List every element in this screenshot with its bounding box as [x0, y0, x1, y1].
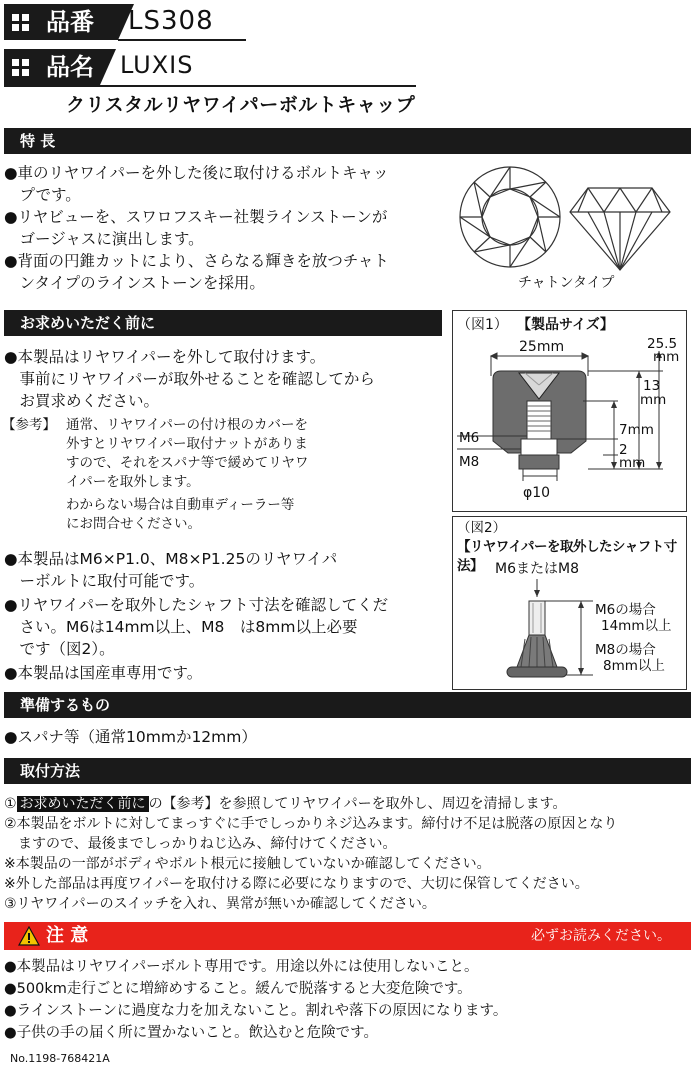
step-1-number: ①	[4, 796, 17, 812]
caution-line: ●子供の手の届く所に置かないこと。飲込むと危険です。	[4, 1025, 378, 1041]
warning-icon	[18, 926, 40, 946]
grid-icon	[12, 59, 30, 77]
fig2-label: （図2）	[457, 520, 507, 536]
hinmei-label: 品名	[46, 53, 94, 81]
install-title: 取付方法	[4, 758, 691, 784]
before-title: お求めいただく前に	[4, 310, 442, 336]
reference-line: 外すとリヤワイパー取付ナットがありま	[66, 436, 308, 452]
prepare-line: ●スパナ等（通常10mmか12mm）	[4, 728, 257, 746]
before-line: ●本製品は国産車専用です。	[4, 664, 203, 682]
fig2-top-label: M6またはM8	[495, 561, 579, 577]
must-read-label: 必ずお読みください。	[531, 928, 671, 944]
feature-line: ンタイプのラインストーンを採用。	[4, 274, 265, 292]
reference-label: 【参考】	[2, 417, 56, 433]
feature-line: ゴージャスに演出します。	[4, 230, 204, 248]
m6-case-value: 14mm以上	[601, 618, 672, 634]
dim-13: 13	[643, 378, 661, 394]
phi-label: φ10	[523, 485, 551, 501]
before-line: ●本製品はリヤワイパーを外して取付けます。	[4, 348, 326, 366]
caution-title: 注 意	[46, 925, 89, 946]
m8-label: M8	[459, 454, 480, 470]
fig1-title: 【製品サイズ】	[517, 317, 614, 333]
feature-line: ●リヤビューを、スワロフスキー社製ラインストーンが	[4, 208, 388, 226]
install-line: ますので、最後までしっかりねじ込み、締付けてください。	[4, 836, 397, 852]
step-1-reference-tag: お求めいただく前に	[17, 796, 149, 812]
install-line: ②本製品をボルトに対してまっすぐに手でしっかりネジ込みます。締付け不足は脱落の原因となり	[4, 816, 618, 832]
reference-line: にお問合せください。	[66, 516, 201, 532]
dim-13-unit: mm	[640, 392, 667, 408]
hinban-value: LS308	[128, 6, 214, 36]
m6-label: M6	[459, 430, 480, 446]
feature-line: ●車のリヤワイパーを外した後に取付けるボルトキャッ	[4, 164, 389, 182]
before-line: 事前にリヤワイパーが取外せることを確認してから	[4, 370, 375, 388]
dim-2: 2	[619, 442, 628, 458]
figure-1-product-size	[452, 310, 687, 512]
chaton-stone-illustration	[456, 160, 686, 278]
fig1-label: （図1）	[457, 317, 508, 333]
before-line: ーボルトに取付可能です。	[4, 572, 205, 590]
hinban-label-block	[4, 4, 118, 40]
install-line: ③リヤワイパーのスイッチを入れ、異常が無いか確認してください。	[4, 896, 436, 912]
install-line: ※外した部品は再度ワイパーを取付ける際に必要になりますので、大切に保管してください。	[4, 876, 589, 892]
dim-total-height: 25.5	[647, 336, 678, 352]
caution-line: ●500km走行ごとに増締めすること。緩んで脱落すると大変危険です。	[4, 981, 472, 997]
product-subtitle: クリスタルリヤワイパーボルトキャップ	[66, 94, 416, 116]
reference-line: すので、それをスパナ等で緩めてリヤワ	[66, 455, 309, 471]
caution-bar	[4, 922, 691, 950]
dim-total-height-unit: mm	[653, 349, 680, 365]
hinban-underline	[118, 39, 246, 41]
chaton-caption: チャトンタイプ	[518, 275, 615, 291]
reference-line: わからない場合は自動車ディーラー等	[66, 497, 295, 513]
install-line: ※本製品の一部がボディやボルト根元に接触していないか確認してください。	[4, 856, 491, 872]
m8-case-value: 8mm以上	[603, 658, 665, 674]
caution-line: ●ラインストーンに過度な力を加えないこと。割れや落下の原因になります。	[4, 1003, 508, 1019]
reference-line: 通常、リヤワイパーの付け根のカバーを	[66, 417, 309, 433]
hinmei-underline	[4, 85, 416, 87]
feature-line: ●背面の円錐カットにより、さらなる輝きを放つチャト	[4, 252, 389, 270]
grid-icon	[12, 14, 30, 32]
dim-2-unit: mm	[619, 455, 646, 471]
hinmei-label-block	[4, 49, 100, 85]
fig2-title: 【リヤワイパーを取外したシャフト寸法】	[457, 539, 677, 574]
prepare-title: 準備するもの	[4, 692, 691, 718]
hinmei-arrow	[100, 49, 116, 85]
features-title: 特 長	[4, 128, 691, 154]
m8-case-label: M8の場合	[595, 642, 656, 658]
figure-2-shaft-size	[452, 516, 687, 690]
hinban-label: 品番	[46, 8, 94, 36]
before-line: さい。M6は14mm以上、M8 は8mm以上必要	[4, 618, 358, 636]
dim-7: 7mm	[619, 422, 654, 438]
step-1-text: の【参考】を参照してリヤワイパーを取外し、周辺を清掃します。	[148, 796, 567, 812]
before-line: ●本製品はM6×P1.0、M8×P1.25のリヤワイパ	[4, 550, 338, 568]
m6-case-label: M6の場合	[595, 602, 656, 618]
footer-code: No.1198-768421A	[10, 1052, 110, 1065]
before-line: お買求めください。	[4, 392, 160, 410]
hinmei-value: LUXIS	[120, 51, 194, 79]
install-step-1	[4, 794, 566, 814]
feature-line: プです。	[4, 186, 81, 204]
before-line: ●リヤワイパーを取外したシャフト寸法を確認してくだ	[4, 596, 389, 614]
dim-width: 25mm	[519, 339, 565, 355]
reference-line: イパーを取外します。	[66, 474, 200, 490]
caution-line: ●本製品はリヤワイパーボルト専用です。用途以外には使用しないこと。	[4, 959, 479, 975]
before-line: です（図2）。	[4, 640, 115, 658]
